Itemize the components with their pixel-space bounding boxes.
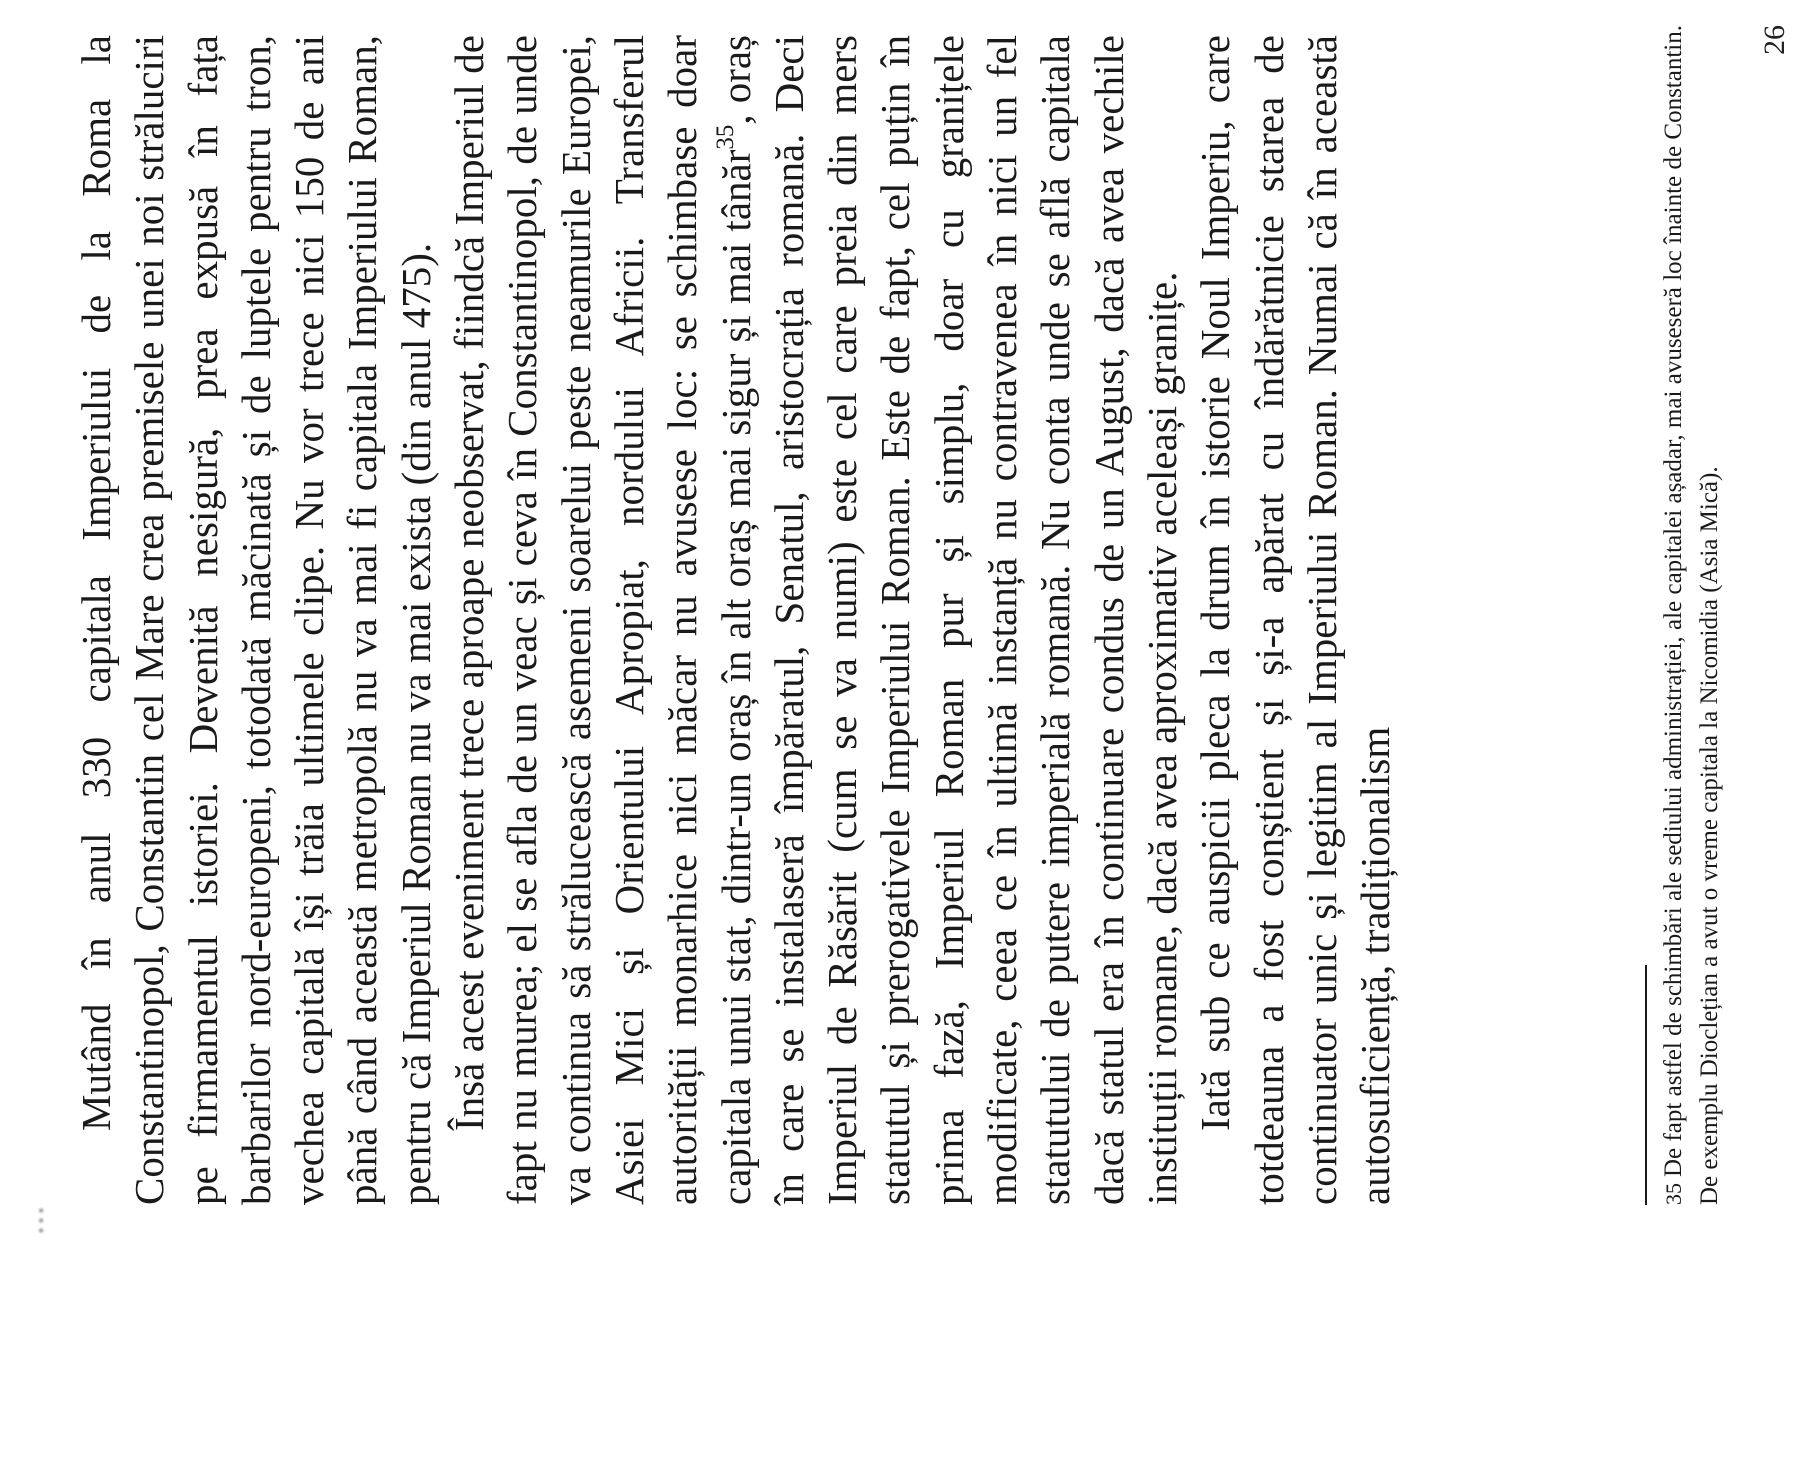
footnote-divider bbox=[1645, 965, 1647, 1205]
footnote bbox=[1656, 25, 1728, 1205]
paragraph-2-part-1: Însă acest eveniment trece aproape neobservat, fiindcă Imperiul de fapt nu murea; el se afla de un veac și ceva în Constantinopol, de unde va continua să strălucească asemeni soarelui peste neamurile Europei, Asiei Mici și Orientului Apropiat, nordului Africii. Transferul autorității monarhice nici măcar nu avusese loc: se schimbase doar capitala unui stat, dintr-un oraș în alt oraș mai sigur și mai tânăr bbox=[446, 35, 759, 1205]
paragraph-3: Iată sub ce auspicii pleca la drum în istorie Noul Imperiu, care totdeauna a fost conștient și și-a apărat cu îndărătnicie starea de continuator unic și legitim al Imperiului Roman. Numai că în această autosuficiență, tradiționalism bbox=[1192, 35, 1399, 1205]
footnote-reference: 35 bbox=[711, 124, 739, 150]
footnote-text: De fapt astfel de schimbări ale sediului administrației, ale capitalei așadar, mai avuseseră loc înainte de Constantin. De exemplu Dioclețian a avut o vreme capitala la Nicomidia (Asia Mică). bbox=[1660, 25, 1723, 1205]
running-header-fragment: ... bbox=[11, 1205, 51, 1235]
footnote-number: 35 bbox=[1661, 1183, 1686, 1205]
paragraph-1: Mutând în anul 330 capitala Imperiului de la Roma la Constantinopol, Constantin cel Mare crea premisele unei noi străluciri pe firmamentul istoriei. Devenită nesigură, prea expusă în fața barbarilor nord-europeni, totodată măcinată și de luptele pentru tron, vechea capitală își trăia ultimele clipe. Nu vor trece nici 150 de ani până când această metropolă nu va mai fi capitala Imperiului Roman, pentru că Imperiul Roman nu va mai exista (din anul 475). bbox=[73, 35, 439, 1205]
body-text bbox=[70, 35, 1402, 1205]
paragraph-2-part-2: , oraș în care se instalaseră împăratul, Senatul, aristocrația romană. Deci Imperiul de Răsărit (cum se va numi) este cel care preia din mers statutul și prerogativele Imperiului Roman. Este de fapt, cel puțin în prima fază, Imperiul Roman pur și simplu, doar cu granițele modificate, ceea ce în ultimă instanță nu contravenea în nici un fel statutului de putere imperială romană. Nu conta unde se află capitala dacă statul era în continuare condus de un August, dacă avea vechile instituții romane, dacă avea aproximativ aceleași granițe. bbox=[712, 34, 1185, 1205]
page-number: 26 bbox=[1758, 25, 1791, 55]
paragraph-2 bbox=[443, 35, 1189, 1205]
